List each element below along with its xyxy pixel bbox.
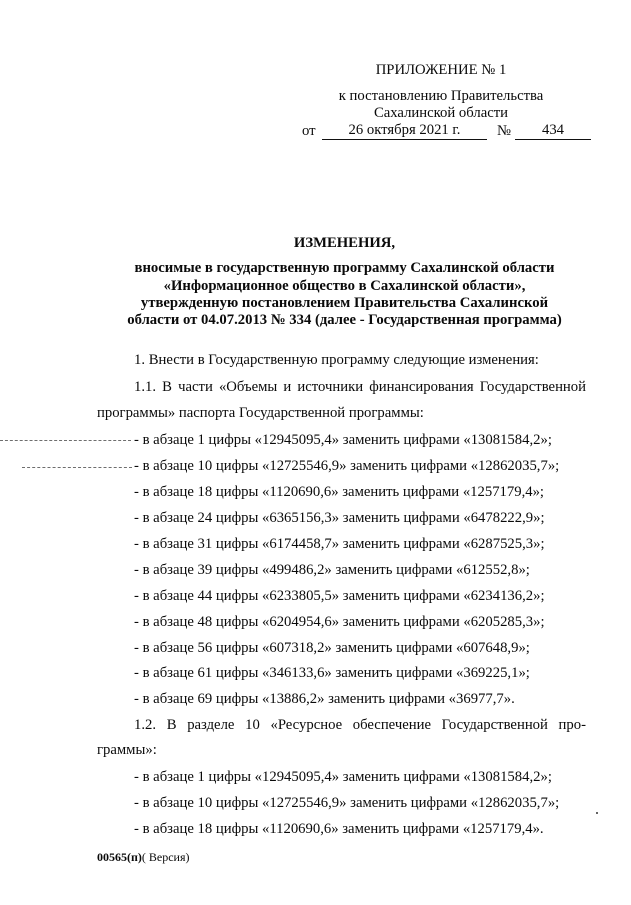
scan-artifact-dot <box>596 812 598 814</box>
date-prefix: от <box>302 123 316 139</box>
list-item: - в абзаце 24 цифры «6365156,3» заменить цифрами «6478222,9»; <box>134 510 545 526</box>
list-item: - в абзаце 10 цифры «12725546,9» заменить цифрами «12862035,7»; <box>134 458 560 474</box>
list-item: - в абзаце 48 цифры «6204954,6» заменить цифрами «6205285,3»; <box>134 614 545 630</box>
document-subtitle-line: области от 04.07.2013 № 334 (далее - Государственная программа) <box>127 312 562 328</box>
section-1-1-heading: 1.1. В части «Объемы и источники финансирования Государственной <box>134 379 586 395</box>
resolution-date: 26 октября 2021 г. <box>322 121 487 140</box>
list-item: - в абзаце 1 цифры «12945095,4» заменить цифрами «13081584,2»; <box>134 432 552 448</box>
list-item: - в абзаце 18 цифры «1120690,6» заменить цифрами «1257179,4». <box>134 821 544 837</box>
document-title: ИЗМЕНЕНИЯ, <box>293 235 396 251</box>
list-item: - в абзаце 1 цифры «12945095,4» заменить цифрами «13081584,2»; <box>134 769 552 785</box>
document-subtitle-line: вносимые в государственную программу Сахалинской области <box>134 260 555 276</box>
section-1-2-heading: 1.2. В разделе 10 «Ресурсное обеспечение Государственной про- <box>134 717 586 733</box>
annex-title: ПРИЛОЖЕНИЕ № 1 <box>375 62 507 78</box>
list-item: - в абзаце 18 цифры «1120690,6» заменить цифрами «1257179,4»; <box>134 484 545 500</box>
document-footer <box>97 848 190 866</box>
document-code: 00565(п) <box>97 850 142 864</box>
scan-artifact-line <box>0 440 131 441</box>
list-item: - в абзаце 69 цифры «13886,2» заменить цифрами «36977,7». <box>134 691 515 707</box>
scan-artifact-line <box>22 467 132 468</box>
resolution-number: 434 <box>515 121 591 140</box>
list-item: - в абзаце 44 цифры «6233805,5» заменить цифрами «6234136,2»; <box>134 588 545 604</box>
document-version: ( Версия) <box>141 850 190 864</box>
section-1-2-heading-continued: граммы»: <box>97 742 157 758</box>
document-subtitle-line: «Информационное общество в Сахалинской области», <box>163 278 526 294</box>
number-prefix: № <box>497 123 512 139</box>
list-item: - в абзаце 61 цифры «346133,6» заменить цифрами «369225,1»; <box>134 665 530 681</box>
annex-line-2: Сахалинской области <box>373 105 509 121</box>
list-item: - в абзаце 39 цифры «499486,2» заменить цифрами «612552,8»; <box>134 562 530 578</box>
section-1-1-heading-continued: программы» паспорта Государственной программы: <box>97 405 424 421</box>
document-subtitle-line: утвержденную постановлением Правительства Сахалинской <box>140 295 549 311</box>
intro-paragraph: 1. Внести в Государственную программу следующие изменения: <box>134 352 539 368</box>
list-item: - в абзаце 56 цифры «607318,2» заменить цифрами «607648,9»; <box>134 640 530 656</box>
annex-line-1: к постановлению Правительства <box>338 88 544 104</box>
list-item: - в абзаце 10 цифры «12725546,9» заменить цифрами «12862035,7»; <box>134 795 560 811</box>
list-item: - в абзаце 31 цифры «6174458,7» заменить цифрами «6287525,3»; <box>134 536 545 552</box>
